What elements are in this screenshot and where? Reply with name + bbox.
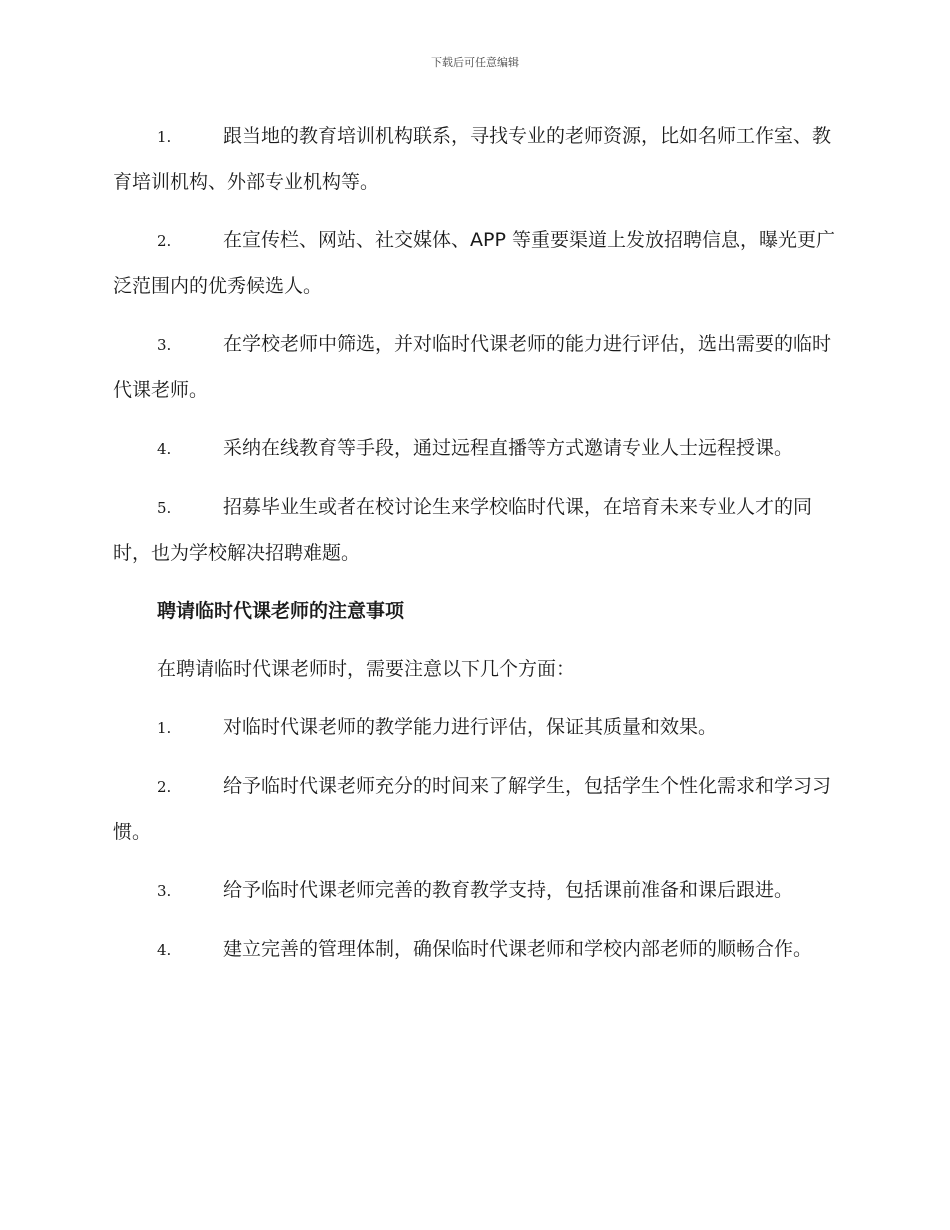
page-header: 下载后可任意编辑 [431,56,519,69]
section-heading: 聘请临时代课老师的注意事项 [157,600,405,622]
list-number: 2. [157,778,172,796]
list-item [113,927,838,973]
list-number: 1. [157,128,172,146]
list-text: 在学校老师中筛选，并对临时代课老师的能力进行评估，选出需要的临时代课老师。 [113,333,832,401]
list-text: 在宣传栏、网站、社交媒体、APP 等重要渠道上发放招聘信息，曝光更广泛范围内的优秀候选人。 [113,229,835,297]
list-item [113,322,838,413]
list-number: 4. [157,941,172,959]
list-item [113,764,838,855]
list-number: 3. [157,336,172,354]
list-text: 给予临时代课老师完善的教育教学支持，包括课前准备和课后跟进。 [223,879,794,901]
list-number: 1. [157,719,172,737]
list-text: 采纳在线教育等手段，通过远程直播等方式邀请专业人士远程授课。 [223,437,794,459]
list-text: 对临时代课老师的教学能力进行评估，保证其质量和效果。 [223,716,718,738]
list-number: 2. [157,232,172,250]
document-body [113,114,838,986]
list-text: 给予临时代课老师充分的时间来了解学生，包括学生个性化需求和学习习惯。 [113,775,832,843]
list-text: 招募毕业生或者在校讨论生来学校临时代课，在培育未来专业人才的同时，也为学校解决招聘难题。 [113,496,813,564]
list-text: 建立完善的管理体制，确保临时代课老师和学校内部老师的顺畅合作。 [223,938,813,960]
list-item [113,426,838,472]
list-item [113,114,838,205]
list-text: 跟当地的教育培训机构联系，寻找专业的老师资源，比如名师工作室、教育培训机构、外部专业机构等。 [113,125,832,193]
list-item [113,485,838,576]
list-number: 4. [157,440,172,458]
list-number: 5. [157,499,172,517]
section-intro: 在聘请临时代课老师时，需要注意以下几个方面： [157,658,576,680]
list-item [113,705,838,751]
list-item [113,868,838,914]
list-number: 3. [157,882,172,900]
list-item [113,218,838,309]
